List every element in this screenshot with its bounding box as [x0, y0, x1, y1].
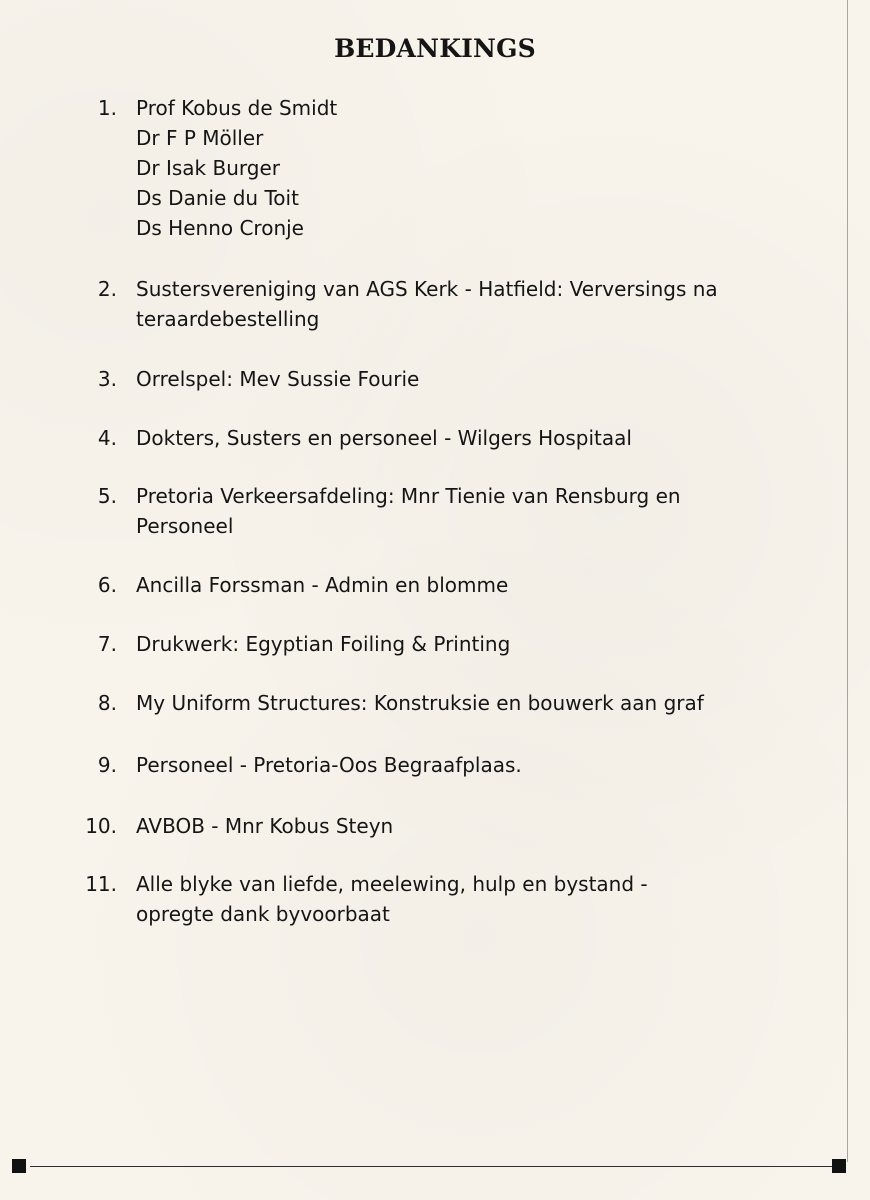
item-line: Personeel	[136, 514, 234, 538]
item-text	[136, 481, 836, 541]
item-text	[136, 629, 836, 659]
item-line: opregte dank byvoorbaat	[136, 902, 390, 926]
item-text	[136, 811, 836, 841]
item-line: Dokters, Susters en personeel - Wilgers Hospitaal	[136, 426, 632, 450]
item-number: 3.	[97, 367, 117, 391]
item-line: AVBOB - Mnr Kobus Steyn	[136, 814, 394, 838]
bottom-left-square	[12, 1159, 26, 1173]
item-text	[136, 869, 836, 929]
bottom-right-square	[832, 1159, 846, 1173]
page-title: BEDANKINGS	[334, 34, 536, 63]
item-number: 1.	[97, 96, 117, 120]
item-line: Dr F P Möller	[136, 126, 264, 150]
item-number: 8.	[97, 691, 117, 715]
item-line: Orrelspel: Mev Sussie Fourie	[136, 367, 420, 391]
item-line: Ancilla Forssman - Admin en blomme	[136, 573, 509, 597]
item-line: Personeel - Pretoria-Oos Begraafplaas.	[136, 753, 522, 777]
page-edge-line	[847, 0, 848, 1162]
item-number: 2.	[97, 277, 117, 301]
bottom-rule	[30, 1166, 838, 1167]
item-number: 11.	[85, 872, 117, 896]
item-line: Sustersvereniging van AGS Kerk - Hatfield: Verversings na	[136, 277, 718, 301]
item-line: Pretoria Verkeersafdeling: Mnr Tienie van Rensburg en	[136, 484, 681, 508]
item-line: teraardebestelling	[136, 307, 320, 331]
item-text	[136, 93, 836, 243]
item-number: 5.	[97, 484, 117, 508]
item-line: Ds Danie du Toit	[136, 186, 299, 210]
item-number: 6.	[97, 573, 117, 597]
item-line: Ds Henno Cronje	[136, 216, 304, 240]
item-text	[136, 688, 836, 718]
item-number: 7.	[97, 632, 117, 656]
item-text	[136, 364, 836, 394]
item-number: 4.	[97, 426, 117, 450]
item-text	[136, 274, 836, 334]
item-number: 9.	[97, 753, 117, 777]
item-line: Alle blyke van liefde, meelewing, hulp en bystand -	[136, 872, 648, 896]
item-line: My Uniform Structures: Konstruksie en bouwerk aan graf	[136, 691, 704, 715]
item-text	[136, 750, 836, 780]
item-line: Prof Kobus de Smidt	[136, 96, 338, 120]
item-line: Dr Isak Burger	[136, 156, 280, 180]
item-line: Drukwerk: Egyptian Foiling & Printing	[136, 632, 511, 656]
item-number: 10.	[85, 814, 117, 838]
item-text	[136, 423, 836, 453]
item-text	[136, 570, 836, 600]
